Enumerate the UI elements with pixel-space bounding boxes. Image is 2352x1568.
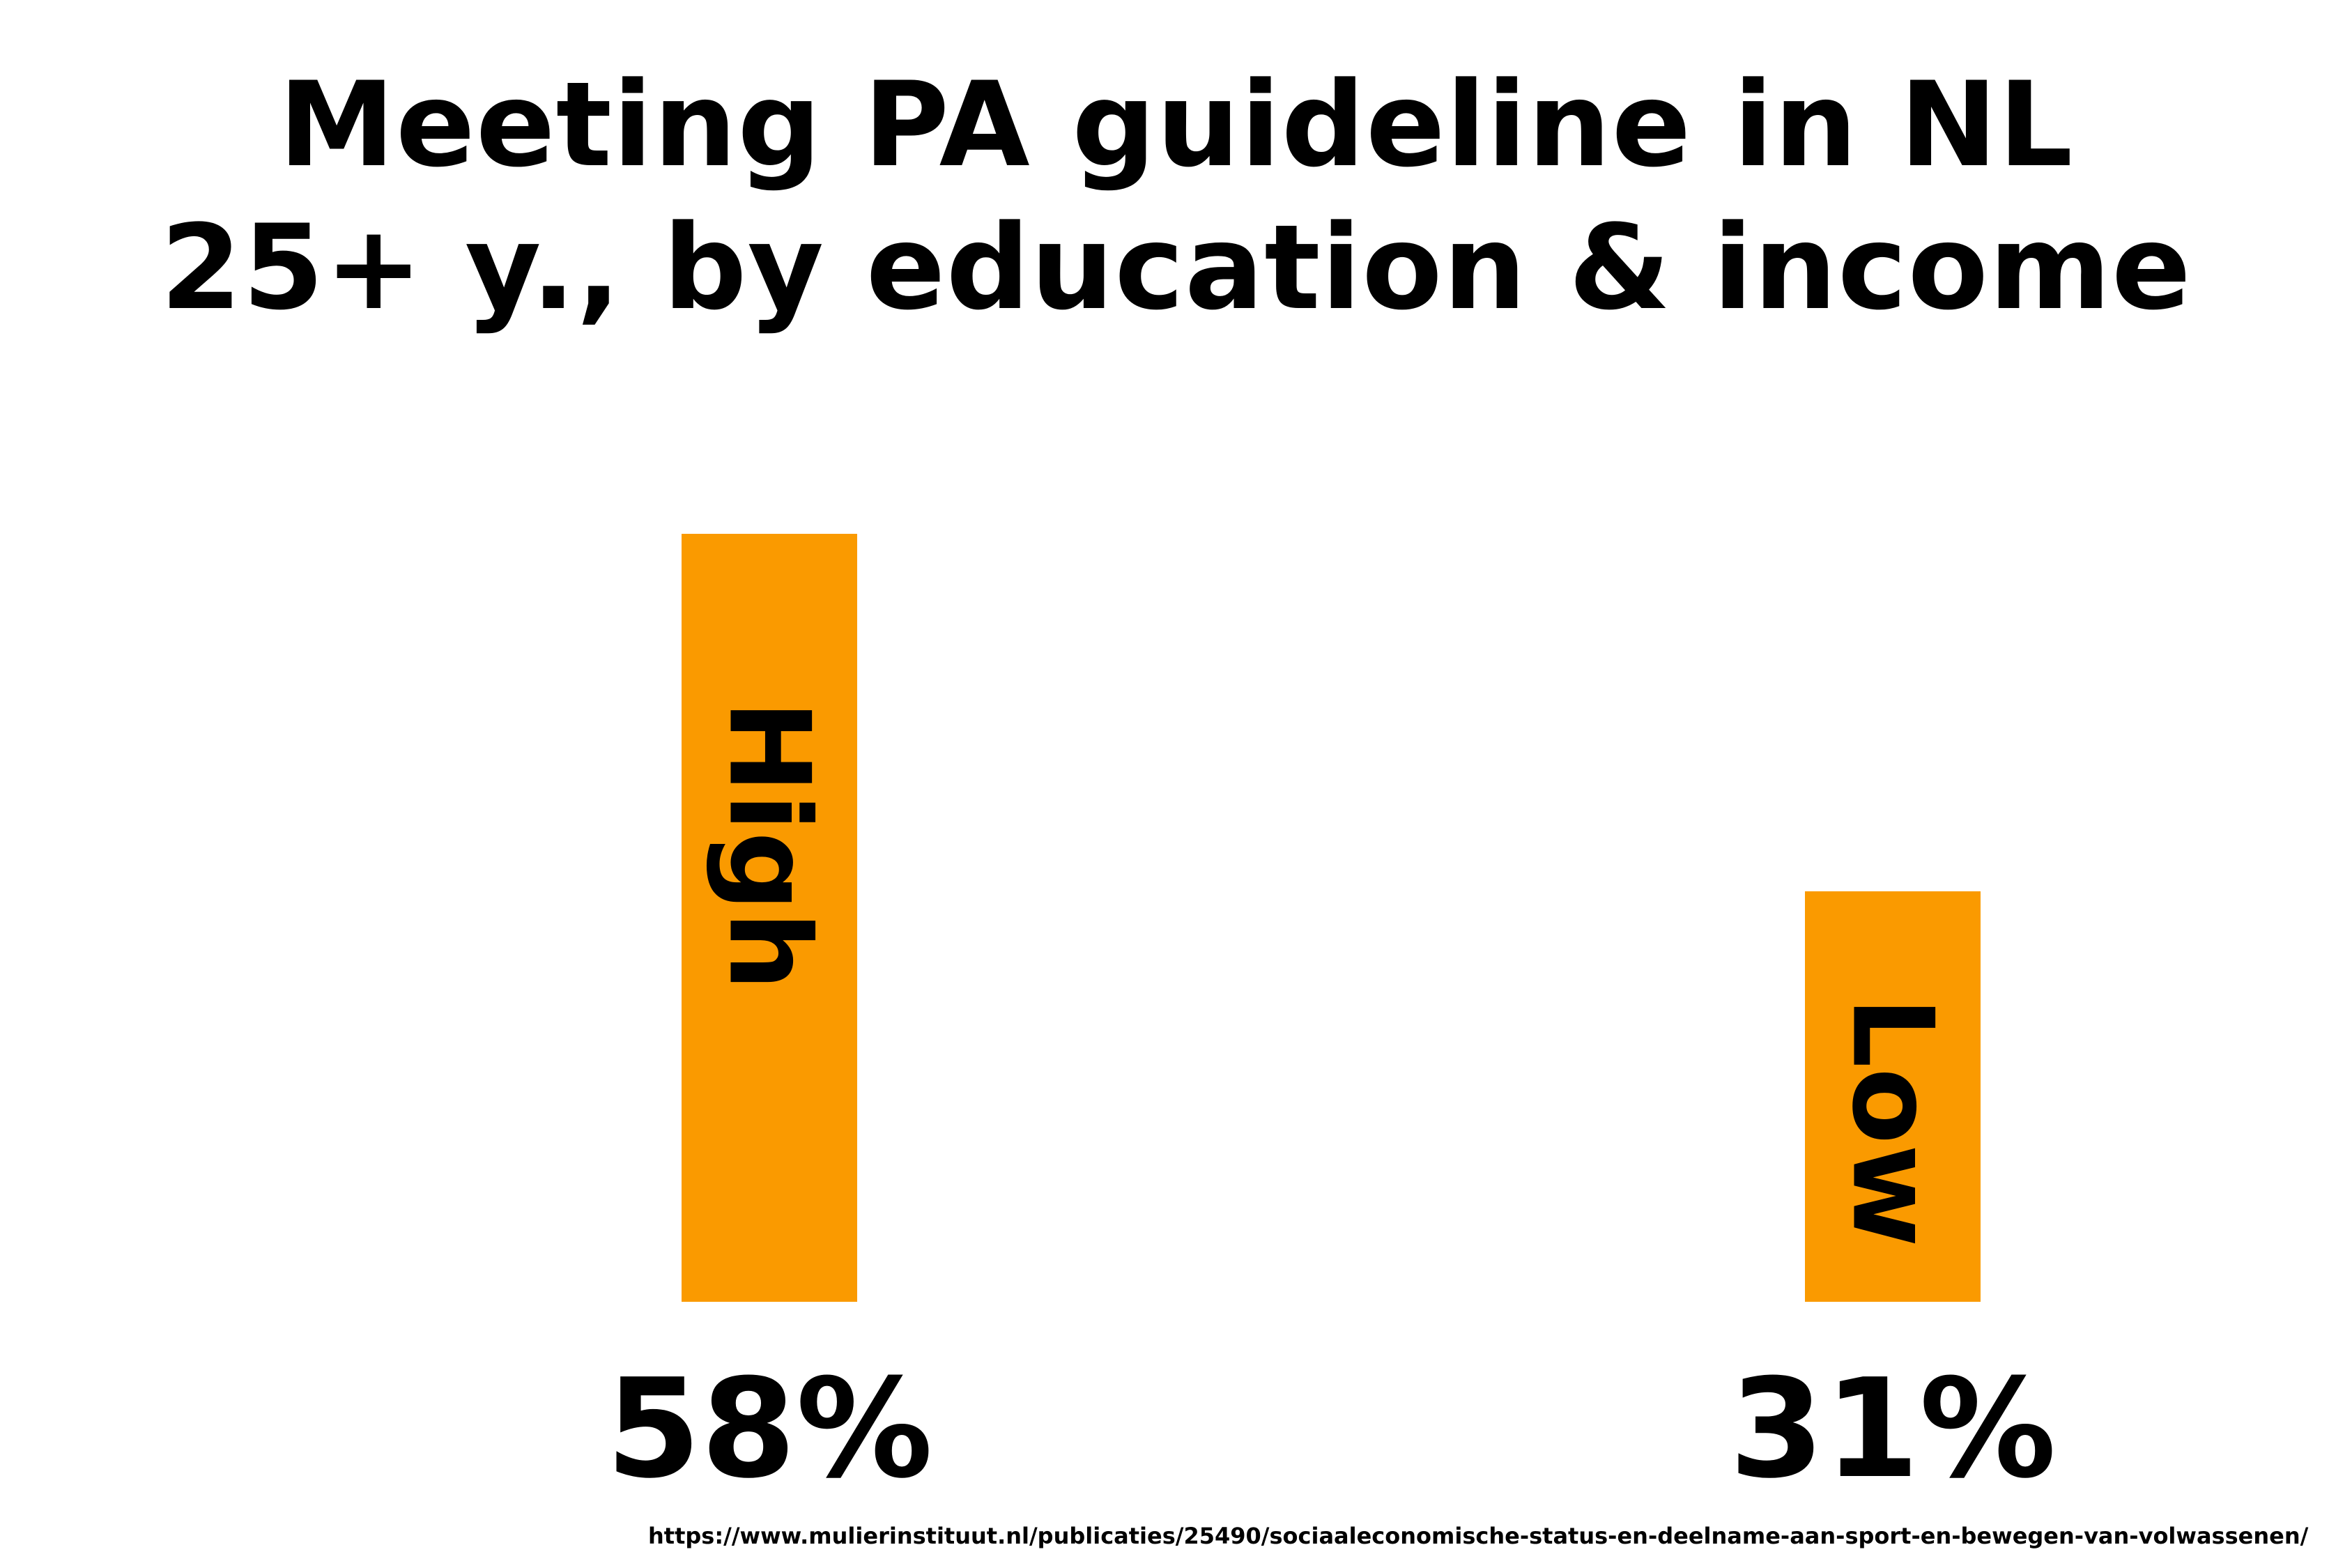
chart-title-line-2: 25+ y., by education & income: [160, 199, 2192, 336]
category-label-high: High: [704, 700, 835, 991]
chart-title-line-1: Meeting PA guideline in NL: [278, 56, 2074, 193]
category-label-low: Low: [1827, 997, 1958, 1247]
source-citation: https://www.mulierinstituut.nl/publicaties/25490/sociaaleconomische-status-en-deelname-aan-sport-en-bewegen-van-volwassenen/: [648, 1523, 2309, 1549]
value-label-low: 31%: [1729, 1350, 2057, 1509]
bars-layer: [682, 534, 1981, 1302]
value-labels-layer: [606, 1350, 2056, 1509]
category-labels-layer: [705, 700, 1958, 1247]
value-label-high: 58%: [606, 1350, 933, 1509]
